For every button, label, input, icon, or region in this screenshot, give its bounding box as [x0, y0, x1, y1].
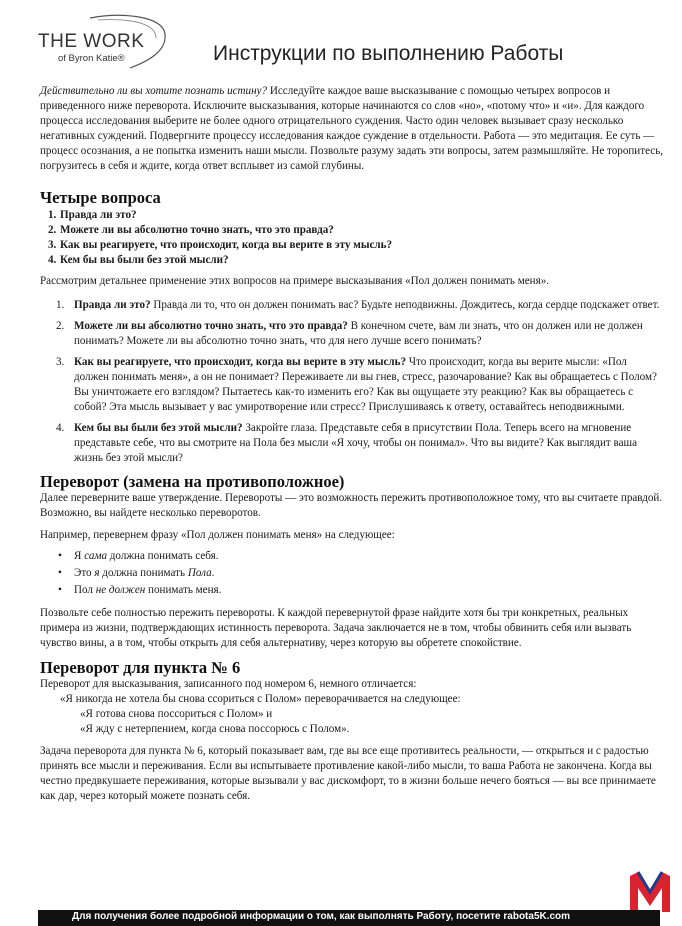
turnaround6-line-2: «Я никогда не хотела бы снова ссориться с Полом» переворачивается на следующее:	[60, 693, 461, 705]
m-logo-icon[interactable]	[626, 868, 674, 914]
logo-subtitle: of Byron Katie®	[58, 53, 125, 64]
four-questions-list	[40, 208, 664, 268]
detailed-question-item: 2. Можете ли вы абсолютно точно знать, что это правда? В конечном счете, вам ли знать, что он должен или не должен понимать? Можете ли вы абсолютно точно знать, что для него лучше всего понимать?	[56, 320, 643, 347]
turnaround6-paragraph: Задача переворота для пункта № 6, который показывает вам, где вы все еще противитесь реальности, — открыться и с радостью принять все мысли и переживания. Если вы испытываете противление какой-либо мысли, то ваша Работа не закончена. Когда вы честно предвкушаете переживания, которые вызывали у вас дискомфорт, то в жизни больше нечего бояться — вы все принимаете как дар, через который можете познать себя.	[40, 745, 656, 802]
intro-text: Исследуйте каждое ваше высказывание с помощью четырех вопросов и приведенного ниже переворота. Исключите высказывания, которые начинаются со слов «но», «потому что» и «и». Для каждого процесса исследования выберите не более одного отрицательного суждения. Часто один человек вызывает сразу несколько негативных суждений. Подвергните процессу исследования каждое суждение в отдельности. Работа — это медитация. Ее суть — процесс осознания, а не попытка изменить наши мысли. Позвольте разуму задать эти вопросы, затем размышляйте. Не торопитесь, погрузитесь в себя и ждите, когда ответ всплывет из самой глубины.	[40, 85, 664, 172]
detailed-question-item: 3. Как вы реагируете, что происходит, когда вы верите в эту мысль? Что происходит, когда вы верите мысли: «Пол должен понимать меня», а он не понимает? Переживаете ли вы гнев, стресс, разочарование? Как вы обращаетесь с Полом? Вы уничтожаете его взглядом? Пытаетесь как-то изменить его? Как вы ощущаете эту реакцию? Как вы обращаетесь с собой? Эта мысль вызывает у вас умиротворение или стресс? Прислушиваясь к ответу, оставайтесь неподвижными.	[56, 356, 657, 413]
bullet-icon: •	[58, 550, 62, 562]
question-item: 4. Кем бы вы были без этой мысли?	[48, 254, 229, 266]
header	[0, 0, 682, 82]
turnaround-paragraph-2: Например, перевернем фразу «Пол должен понимать меня» на следующее:	[40, 529, 395, 541]
bullet-item: • Пол не должен понимать меня.	[58, 584, 222, 596]
bullet-item: • Я сама должна понимать себя.	[58, 550, 219, 562]
detailed-questions-list	[40, 298, 664, 466]
question-item: 2. Можете ли вы абсолютно точно знать, что это правда?	[48, 224, 334, 236]
turnaround6-line-3: «Я готова снова поссориться с Полом» и	[80, 708, 273, 720]
turnaround6-line-4: «Я жду с нетерпением, когда снова поссорюсь с Полом».	[80, 723, 350, 735]
turnaround-paragraph-3: Позвольте себе полностью пережить перевороты. К каждой перевернутой фразе найдите хотя бы три конкретных, реальных примера из жизни, подтверждающих истинность переворота. Задача заключается не в том, чтобы обвинить себя или вызвать чувство вины, а в том, чтобы открыть для себя альтернативу, через которую вы обретете спокойствие.	[40, 607, 632, 649]
intro-paragraph	[40, 84, 664, 174]
turnaround-heading: Переворот (замена на противоположное)	[40, 472, 345, 491]
page-title: Инструкции по выполнению Работы	[213, 42, 564, 65]
detailed-question-item: 1. Правда ли это? Правда ли то, что он должен понимать вас? Будьте неподвижны. Дождитесь, когда сердце подскажет ответ.	[56, 299, 660, 311]
turnaround6-line-1: Переворот для высказывания, записанного под номером 6, немного отличается:	[40, 678, 417, 690]
question-item: 3. Как вы реагируете, что происходит, когда вы верите в эту мысль?	[48, 239, 393, 251]
question-item: 1. Правда ли это?	[48, 209, 137, 221]
bullet-icon: •	[58, 584, 62, 596]
bullet-icon: •	[58, 567, 62, 579]
four-questions-heading: Четыре вопроса	[40, 188, 161, 207]
intro-question: Действительно ли вы хотите познать истину?	[40, 85, 268, 97]
turnaround-paragraph-1: Далее переверните ваше утверждение. Перевороты — это возможность пережить противоположное тому, что вы считаете правдой. Возможно, вы найдете несколько переворотов.	[40, 492, 663, 519]
detailed-question-item: 4. Кем бы вы были без этой мысли? Закройте глаза. Представьте себя в присутствии Пола. Теперь всего на мгновение представьте себе, что вы смотрите на Пола без мысли «Я хочу, чтобы он понимал». Что вы видите? Как выглядит ваша жизнь без этой мысли?	[56, 422, 638, 464]
example-intro: Рассмотрим детальнее применение этих вопросов на примере высказывания «Пол должен понимать меня».	[40, 275, 550, 287]
footer-text[interactable]: Для получения более подробной информации о том, как выполнять Работу, посетите rabota5K.com	[72, 911, 571, 922]
footer-bar	[38, 910, 660, 926]
logo-title: THE WORK	[38, 31, 145, 52]
bullet-item: • Это я должна понимать Пола.	[58, 567, 215, 579]
turnaround-bullets	[40, 549, 664, 598]
turnaround6-heading: Переворот для пункта № 6	[40, 658, 241, 677]
document-body	[40, 84, 664, 804]
